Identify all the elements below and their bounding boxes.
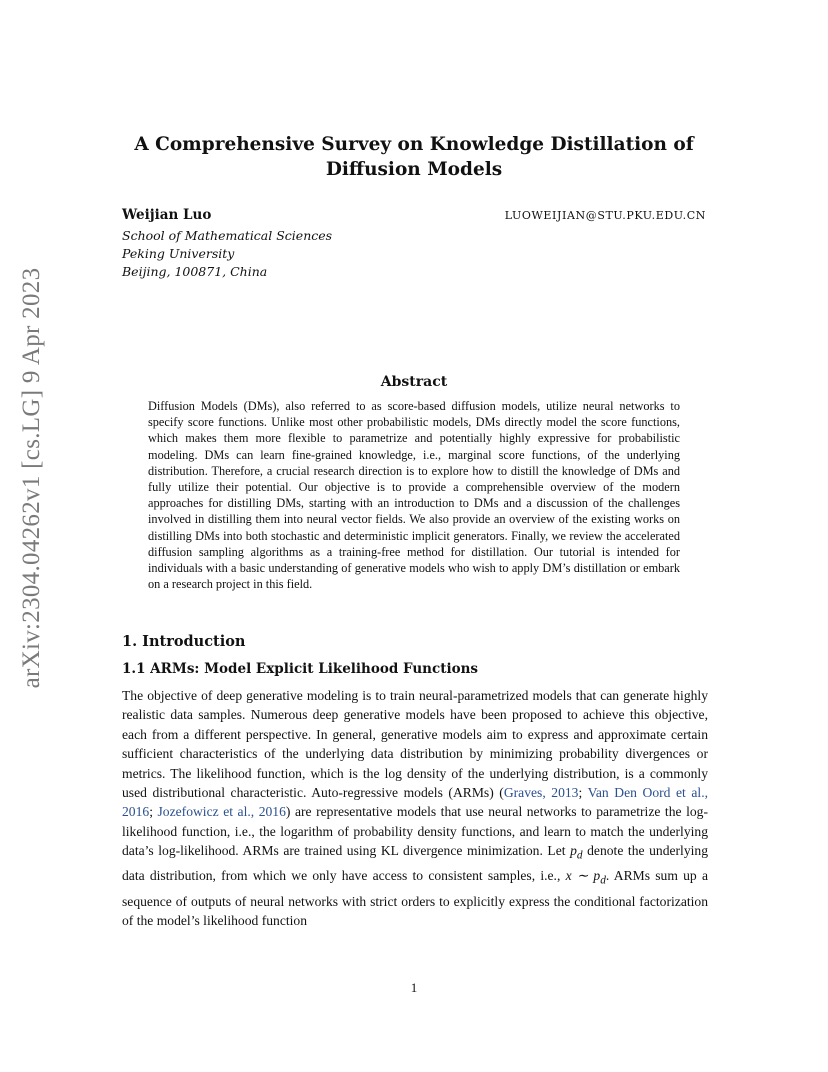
math-p-d-subscript: d <box>576 849 583 862</box>
section-heading-introduction: 1. Introduction <box>122 633 246 650</box>
intro-text-3: denote the underlying data distribution, from which we only have access to consistent samples, i.e., <box>122 843 708 884</box>
introduction-paragraph <box>122 686 708 930</box>
math-p-d <box>570 843 583 862</box>
intro-text-2: ) are representative models that use neural networks to parametrize the log-likelihood function, i.e., the logarithm of probability density functions, and learn to match the underlying data’s log-likelihood. ARMs are trained using KL divergence minimization. Let <box>122 804 708 859</box>
citation-graves[interactable]: Graves, 2013 <box>503 785 579 801</box>
arxiv-identifier: arXiv:2304.04262v1 [cs.LG] 9 Apr 2023 <box>18 267 45 689</box>
intro-text-4: . ARMs sum up a sequence of outputs of neural networks with strict orders to explicitly express the conditional factorization of the model’s likelihood function <box>122 868 708 928</box>
subsection-heading-arms: 1.1 ARMs: Model Explicit Likelihood Functions <box>122 661 478 677</box>
math-p-d-base: p <box>570 843 577 859</box>
affiliation-university: Peking University <box>122 246 235 261</box>
intro-separator-1: ; <box>578 785 588 801</box>
citation-van-den-oord[interactable]: Van Den Oord et al., 2016 <box>122 785 708 820</box>
paper-title-line-1: A Comprehensive Survey on Knowledge Distillation of <box>134 134 694 155</box>
author-name: Weijian Luo <box>122 207 212 223</box>
citation-jozefowicz[interactable]: Jozefowicz et al., 2016 <box>157 804 286 820</box>
math-x-sim-p-d-base: x ∼ p <box>565 868 601 884</box>
intro-text-1: The objective of deep generative modeling is to train neural-parametrized models that can generate highly realistic data samples. Numerous deep generative models have been proposed to achieve this objective, each from a different perspective. In general, generative models aim to express and approximate certain sufficient characteristics of the underlying data distribution by minimizing probability divergences or metrics. The likelihood function, which is the log density of the underlying distribution, is a commonly used distributional characteristic. Auto-regressive models (ARMs) ( <box>122 688 708 801</box>
paper-title <box>100 132 728 182</box>
abstract-text: Diffusion Models (DMs), also referred to as score-based diffusion models, utilize neural networks to specify score functions. Unlike most other probabilistic models, DMs directly model the score functions, which makes them more flexible to parametrize and potentially highly expressive for probabilistic modeling. DMs can learn fine-grained knowledge, i.e., marginal score functions, of the underlying distribution. Therefore, a crucial research direction is to explore how to distill the knowledge of DMs and fully utilize their potential. Our objective is to provide a comprehensible overview of the modern approaches for distilling DMs, starting with an introduction to DMs and a discussion of the challenges involved in distilling them into neural vector fields. We also provide an overview of the existing works on distilling DMs into both stochastic and deterministic implicit generators. Finally, we review the accelerated diffusion sampling algorithms as a training-free method for distillation. Our tutorial is intended for individuals with a basic understanding of generative models who wish to apply DM’s distillation or embark on a research project in this field. <box>148 399 680 592</box>
affiliation-location: Beijing, 100871, China <box>122 264 268 279</box>
math-x-sim-p-d <box>565 868 606 888</box>
math-x-sim-p-d-subscript: d <box>600 875 606 888</box>
page-number: 1 <box>410 980 418 995</box>
intro-separator-2: ; <box>149 804 158 820</box>
abstract-heading: Abstract <box>380 374 448 390</box>
affiliation-school: School of Mathematical Sciences <box>122 228 333 243</box>
author-email: LUOWEIJIAN@STU.PKU.EDU.CN <box>504 209 706 222</box>
paper-title-line-2: Diffusion Models <box>325 159 503 180</box>
